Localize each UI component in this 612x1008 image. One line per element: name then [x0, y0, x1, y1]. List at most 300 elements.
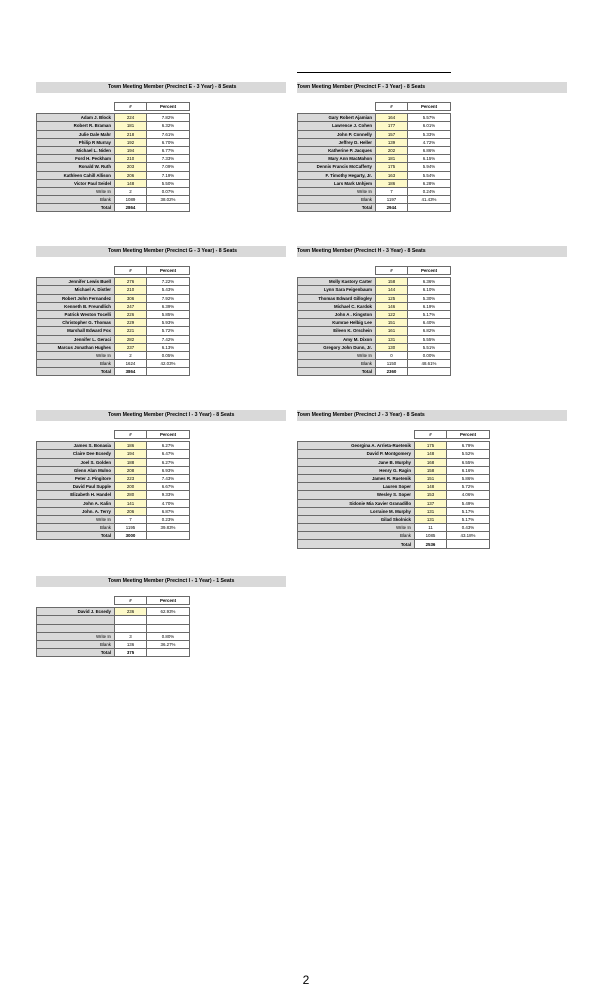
vote-count: 3 — [115, 632, 147, 640]
vote-percent: 5.17% — [447, 507, 490, 515]
candidate-name — [37, 616, 115, 624]
candidate-name: David Paul Supple — [37, 483, 115, 491]
total-row — [37, 649, 190, 657]
vote-percent: 6.87% — [147, 507, 190, 515]
table-row — [37, 499, 190, 507]
vote-count: 210 — [115, 286, 147, 294]
candidate-name: Georgina A. Arrieta-Ruetenik — [298, 442, 415, 450]
vote-count: 181 — [115, 122, 147, 130]
vote-count: 1195 — [115, 524, 147, 532]
candidate-name: Jennifer L. Geraci — [37, 335, 115, 343]
total-percent-cell — [147, 649, 190, 657]
vote-percent: 6.01% — [408, 122, 451, 130]
total-votes: 2864 — [115, 204, 147, 212]
percent-header: Percent — [408, 267, 451, 275]
vote-count: 7 — [115, 515, 147, 523]
votes-header: # — [376, 267, 408, 275]
votes-header: # — [415, 431, 447, 439]
vote-percent: 5.33% — [408, 130, 451, 138]
candidate-name: Adam J. Block — [37, 114, 115, 122]
write-in-label: Write In — [37, 187, 115, 195]
vote-count: 146 — [376, 302, 408, 310]
vote-count: 151 — [376, 319, 408, 327]
vote-count: 148 — [415, 483, 447, 491]
candidate-name: Katherine P. Jacques — [298, 146, 376, 154]
total-row — [37, 368, 190, 376]
vote-percent: 4.70% — [147, 499, 190, 507]
table-row — [298, 286, 451, 294]
table-row — [298, 122, 451, 130]
vote-count: 202 — [376, 146, 408, 154]
table-row — [37, 524, 190, 532]
total-percent-cell — [147, 532, 190, 540]
vote-percent: 6.32% — [147, 122, 190, 130]
page-number: 2 — [302, 973, 310, 987]
vote-count: 2 — [115, 351, 147, 359]
table-row — [298, 360, 451, 368]
table-row — [37, 360, 190, 368]
vote-count: 11 — [415, 524, 447, 532]
vote-percent: 7.61% — [147, 130, 190, 138]
vote-percent: 5.57% — [408, 114, 451, 122]
vote-count: 1624 — [115, 360, 147, 368]
total-label: Total — [298, 368, 376, 376]
table-row — [298, 450, 490, 458]
vote-percent: 7.82% — [147, 114, 190, 122]
vote-count: 247 — [115, 302, 147, 310]
table-row — [37, 302, 190, 310]
vote-percent: 7.22% — [147, 278, 190, 286]
table-row — [298, 171, 451, 179]
candidate-name: Kumrae Helbig Lee — [298, 319, 376, 327]
table-row — [37, 483, 190, 491]
vote-count: 168 — [415, 458, 447, 466]
candidate-name: Thomas Edward Gillogley — [298, 294, 376, 302]
candidate-name: Ford H. Peckham — [37, 155, 115, 163]
candidate-name: Lorraine M. Murphy — [298, 507, 415, 515]
table-row — [298, 532, 490, 540]
candidate-name: Robert John Fernandez — [37, 294, 115, 302]
total-votes: 3000 — [115, 532, 147, 540]
table-row — [37, 286, 190, 294]
table-row — [37, 624, 190, 632]
vote-percent: 6.36% — [408, 278, 451, 286]
table-title: Town Meeting Member (Precinct J - 3 Year) - 8 Seats — [297, 412, 425, 418]
table-title: Town Meeting Member (Precinct H - 3 Year) - 8 Seats — [297, 248, 426, 254]
vote-percent — [147, 624, 190, 632]
table-row — [37, 179, 190, 187]
candidate-name: Mary Ann MacMahon — [298, 155, 376, 163]
table-row — [298, 130, 451, 138]
vote-count: 237 — [115, 343, 147, 351]
total-votes: 375 — [115, 649, 147, 657]
candidate-name: Lynn Sara Feigenbaum — [298, 286, 376, 294]
total-row — [37, 204, 190, 212]
candidate-name: David J. Ecsedy — [37, 608, 115, 616]
write-in-label: Write In — [37, 515, 115, 523]
table-row — [37, 632, 190, 640]
vote-count: 186 — [115, 442, 147, 450]
table-title: Town Meeting Member (Precinct I - 3 Year) - 8 Seats — [108, 412, 235, 418]
table-row — [37, 616, 190, 624]
table-row — [37, 491, 190, 499]
percent-header: Percent — [147, 597, 190, 605]
vote-percent: 0.24% — [408, 187, 451, 195]
header-spacer — [37, 103, 115, 111]
vote-count: 130 — [376, 343, 408, 351]
table-row — [298, 146, 451, 154]
vote-percent: 0.05% — [147, 351, 190, 359]
vote-percent: 5.86% — [447, 474, 490, 482]
vote-count: 224 — [115, 114, 147, 122]
candidate-name: Christopher G. Thomas — [37, 319, 115, 327]
table-title-bar — [36, 82, 286, 93]
table-row — [37, 474, 190, 482]
table-row — [37, 310, 190, 318]
total-label: Total — [37, 204, 115, 212]
candidate-name: Marshall Edward Fox — [37, 327, 115, 335]
vote-count: 151 — [415, 474, 447, 482]
candidate-name: John A. Kalin — [37, 499, 115, 507]
vote-count: 175 — [376, 163, 408, 171]
candidate-name: Robert R. Braman — [37, 122, 115, 130]
candidate-name: James R. Ruetenik — [298, 474, 415, 482]
table-header-row — [37, 103, 190, 111]
table-row — [298, 155, 451, 163]
total-percent-cell — [408, 204, 451, 212]
vote-percent — [147, 616, 190, 624]
vote-percent: 6.70% — [147, 138, 190, 146]
table-row — [37, 146, 190, 154]
table-title-bar — [297, 82, 567, 93]
vote-count: 200 — [115, 483, 147, 491]
write-in-label: Write In — [298, 524, 415, 532]
vote-count: 221 — [115, 327, 147, 335]
vote-count: 1150 — [376, 360, 408, 368]
candidate-name: Jane B. Murphy — [298, 458, 415, 466]
table-row — [298, 458, 490, 466]
vote-percent: 38.02% — [147, 196, 190, 204]
vote-percent: 5.50% — [147, 179, 190, 187]
vote-percent: 5.54% — [408, 171, 451, 179]
table-title: Town Meeting Member (Precinct I - 1 Year) - 1 Seats — [108, 578, 235, 584]
vote-percent: 5.72% — [147, 327, 190, 335]
table-title: Town Meeting Member (Precinct G - 3 Year) - 8 Seats — [108, 248, 237, 254]
vote-percent: 5.30% — [408, 294, 451, 302]
total-percent-cell — [408, 368, 451, 376]
vote-count: 163 — [376, 171, 408, 179]
vote-percent: 42.03% — [147, 360, 190, 368]
vote-count: 206 — [115, 507, 147, 515]
vote-percent: 6.67% — [147, 483, 190, 491]
total-label: Total — [37, 532, 115, 540]
vote-count — [115, 616, 147, 624]
candidate-name: Peter J. Pingitore — [37, 474, 115, 482]
candidate-name: Philip R Murray — [37, 138, 115, 146]
total-label: Total — [37, 649, 115, 657]
total-votes: 2536 — [415, 540, 447, 548]
blank-label: Blank — [298, 196, 376, 204]
table-row — [37, 466, 190, 474]
vote-percent: 4.06% — [447, 491, 490, 499]
vote-percent: 7.92% — [147, 294, 190, 302]
total-label: Total — [37, 368, 115, 376]
vote-count: 131 — [415, 515, 447, 523]
table-row — [298, 474, 490, 482]
vote-count: 148 — [415, 450, 447, 458]
results-table — [36, 102, 190, 212]
vote-count: 7 — [376, 187, 408, 195]
vote-count: 282 — [115, 335, 147, 343]
vote-count: 131 — [376, 335, 408, 343]
candidate-name: F. Timothy Hegarty, Jr. — [298, 171, 376, 179]
candidate-name: Jennifer Lewis Buell — [37, 278, 115, 286]
blank-label: Blank — [298, 532, 415, 540]
candidate-name: John. A. Terry — [37, 507, 115, 515]
candidate-name: Victor Paul Seidel — [37, 179, 115, 187]
table-row — [298, 442, 490, 450]
vote-count: 280 — [115, 491, 147, 499]
results-table — [297, 266, 451, 376]
blank-label: Blank — [298, 360, 376, 368]
total-row — [37, 532, 190, 540]
total-percent-cell — [147, 204, 190, 212]
table-row — [298, 310, 451, 318]
table-header-row — [298, 103, 451, 111]
vote-percent: 6.47% — [147, 450, 190, 458]
table-row — [298, 138, 451, 146]
total-percent-cell — [147, 368, 190, 376]
vote-percent: 5.51% — [408, 343, 451, 351]
vote-count: 276 — [115, 278, 147, 286]
table-row — [298, 507, 490, 515]
percent-header: Percent — [147, 103, 190, 111]
vote-percent: 6.16% — [447, 466, 490, 474]
candidate-name: Lars Mark Unhjem — [298, 179, 376, 187]
vote-percent: 6.15% — [408, 155, 451, 163]
vote-percent: 5.85% — [147, 310, 190, 318]
vote-count: 186 — [376, 179, 408, 187]
table-row — [37, 458, 190, 466]
vote-percent: 36.27% — [147, 640, 190, 648]
table-row — [37, 608, 190, 616]
vote-percent: 6.93% — [147, 466, 190, 474]
vote-percent: 0.07% — [147, 187, 190, 195]
table-row — [298, 302, 451, 310]
vote-count: 131 — [415, 507, 447, 515]
votes-header: # — [115, 267, 147, 275]
vote-count: 226 — [115, 310, 147, 318]
results-table — [36, 266, 190, 376]
vote-count: 188 — [115, 458, 147, 466]
table-title: Town Meeting Member (Precinct E - 3 Year) - 8 Seats — [108, 84, 237, 90]
vote-percent: 7.19% — [147, 171, 190, 179]
table-row — [37, 294, 190, 302]
candidate-name: Michael L. Niden — [37, 146, 115, 154]
vote-percent: 43.18% — [447, 532, 490, 540]
vote-count: 158 — [415, 466, 447, 474]
candidate-name: Ronald W. Ruth — [37, 163, 115, 171]
write-in-label: Write In — [37, 351, 115, 359]
total-row — [298, 204, 451, 212]
table-header-row — [298, 267, 451, 275]
header-spacer — [37, 597, 115, 605]
vote-count: 125 — [376, 294, 408, 302]
candidate-name — [37, 624, 115, 632]
candidate-name: Henry G. Ragin — [298, 466, 415, 474]
candidate-name: Gary Robert Ajamian — [298, 114, 376, 122]
table-title-bar — [36, 410, 286, 421]
percent-header: Percent — [408, 103, 451, 111]
table-row — [37, 507, 190, 515]
header-spacer — [298, 103, 376, 111]
vote-count: 223 — [115, 474, 147, 482]
vote-count: 218 — [115, 130, 147, 138]
table-row — [298, 187, 451, 195]
vote-count: 122 — [376, 310, 408, 318]
vote-percent: 41.43% — [408, 196, 451, 204]
header-spacer — [298, 431, 415, 439]
candidate-name: John P. Connelly — [298, 130, 376, 138]
table-row — [298, 515, 490, 523]
table-row — [298, 491, 490, 499]
votes-header: # — [115, 597, 147, 605]
table-title-bar — [36, 576, 286, 587]
table-row — [298, 483, 490, 491]
candidate-name: Eileen K. Orschein — [298, 327, 376, 335]
vote-count: 164 — [376, 114, 408, 122]
vote-percent: 5.93% — [147, 319, 190, 327]
table-row — [298, 327, 451, 335]
candidate-name: Elizabeth H. Handel — [37, 491, 115, 499]
candidate-name: Dennis Francis McCafferty — [298, 163, 376, 171]
candidate-name: Molly Kastory Carter — [298, 278, 376, 286]
vote-percent: 0.23% — [147, 515, 190, 523]
total-percent-cell — [447, 540, 490, 548]
table-row — [298, 335, 451, 343]
vote-count: 203 — [115, 163, 147, 171]
candidate-name: Glenn Alan Mulno — [37, 466, 115, 474]
vote-count: 153 — [415, 491, 447, 499]
table-row — [37, 335, 190, 343]
percent-header: Percent — [147, 431, 190, 439]
table-row — [298, 179, 451, 187]
header-spacer — [37, 431, 115, 439]
vote-percent: 7.33% — [147, 155, 190, 163]
candidate-name: James S. Bonasia — [37, 442, 115, 450]
candidate-name: Sidonie Mia Xavier Granadillo — [298, 499, 415, 507]
vote-count: 181 — [376, 155, 408, 163]
table-row — [37, 319, 190, 327]
vote-count: 1197 — [376, 196, 408, 204]
table-header-row — [37, 597, 190, 605]
vote-percent: 7.42% — [147, 335, 190, 343]
table-header-row — [37, 431, 190, 439]
candidate-name: Amy M. Dixon — [298, 335, 376, 343]
total-row — [298, 368, 451, 376]
table-row — [298, 351, 451, 359]
vote-percent: 6.19% — [408, 302, 451, 310]
results-table — [297, 430, 490, 549]
table-row — [37, 114, 190, 122]
vote-percent: 4.72% — [408, 138, 451, 146]
blank-label: Blank — [37, 640, 115, 648]
table-row — [37, 138, 190, 146]
table-row — [298, 196, 451, 204]
vote-percent: 0.43% — [447, 524, 490, 532]
candidate-name: Kenneth B. Freundlich — [37, 302, 115, 310]
candidate-name: Patrick Weston Tocelli — [37, 310, 115, 318]
candidate-name: Marcus Jonathan Hughes — [37, 343, 115, 351]
vote-count: 1085 — [415, 532, 447, 540]
vote-count: 194 — [115, 146, 147, 154]
table-title-bar — [36, 246, 286, 257]
vote-count: 148 — [115, 179, 147, 187]
table-row — [37, 122, 190, 130]
write-in-label: Write In — [298, 187, 376, 195]
table-row — [298, 163, 451, 171]
vote-percent: 7.09% — [147, 163, 190, 171]
table-row — [37, 278, 190, 286]
candidate-name: Claire Dee Ecsedy — [37, 450, 115, 458]
vote-count: 1089 — [115, 196, 147, 204]
table-title-bar — [297, 246, 567, 257]
vote-count: 0 — [376, 351, 408, 359]
total-label: Total — [298, 204, 376, 212]
table-row — [37, 187, 190, 195]
vote-count: 141 — [115, 499, 147, 507]
vote-percent: 6.77% — [147, 146, 190, 154]
vote-percent: 5.94% — [408, 163, 451, 171]
candidate-name: Jeffrey D. Heller — [298, 138, 376, 146]
votes-header: # — [115, 103, 147, 111]
vote-percent: 6.40% — [408, 319, 451, 327]
table-row — [298, 319, 451, 327]
votes-header: # — [376, 103, 408, 111]
vote-percent: 5.17% — [408, 310, 451, 318]
vote-percent: 5.72% — [447, 483, 490, 491]
vote-percent: 5.17% — [447, 515, 490, 523]
candidate-name: Lauren Soper — [298, 483, 415, 491]
write-in-label: Write In — [298, 351, 376, 359]
candidate-name: Gilad Skolnick — [298, 515, 415, 523]
vote-count — [115, 624, 147, 632]
vote-percent: 9.33% — [147, 491, 190, 499]
total-votes: 2944 — [376, 204, 408, 212]
table-row — [37, 155, 190, 163]
vote-count: 144 — [376, 286, 408, 294]
vote-percent: 6.86% — [408, 146, 451, 154]
results-table — [297, 102, 451, 212]
vote-count: 192 — [115, 138, 147, 146]
results-table — [36, 596, 190, 657]
vote-percent: 5.43% — [147, 286, 190, 294]
candidate-name: Michael A. Distler — [37, 286, 115, 294]
table-row — [298, 294, 451, 302]
vote-percent: 6.27% — [147, 458, 190, 466]
votes-header: # — [115, 431, 147, 439]
vote-percent: 6.13% — [147, 343, 190, 351]
vote-count: 194 — [115, 450, 147, 458]
table-title-bar — [297, 410, 567, 421]
candidate-name: Wesley S. Soper — [298, 491, 415, 499]
table-header-row — [298, 431, 490, 439]
vote-percent: 6.10% — [408, 286, 451, 294]
table-row — [298, 524, 490, 532]
table-row — [37, 640, 190, 648]
vote-percent: 0.00% — [408, 351, 451, 359]
write-in-label: Write In — [37, 632, 115, 640]
